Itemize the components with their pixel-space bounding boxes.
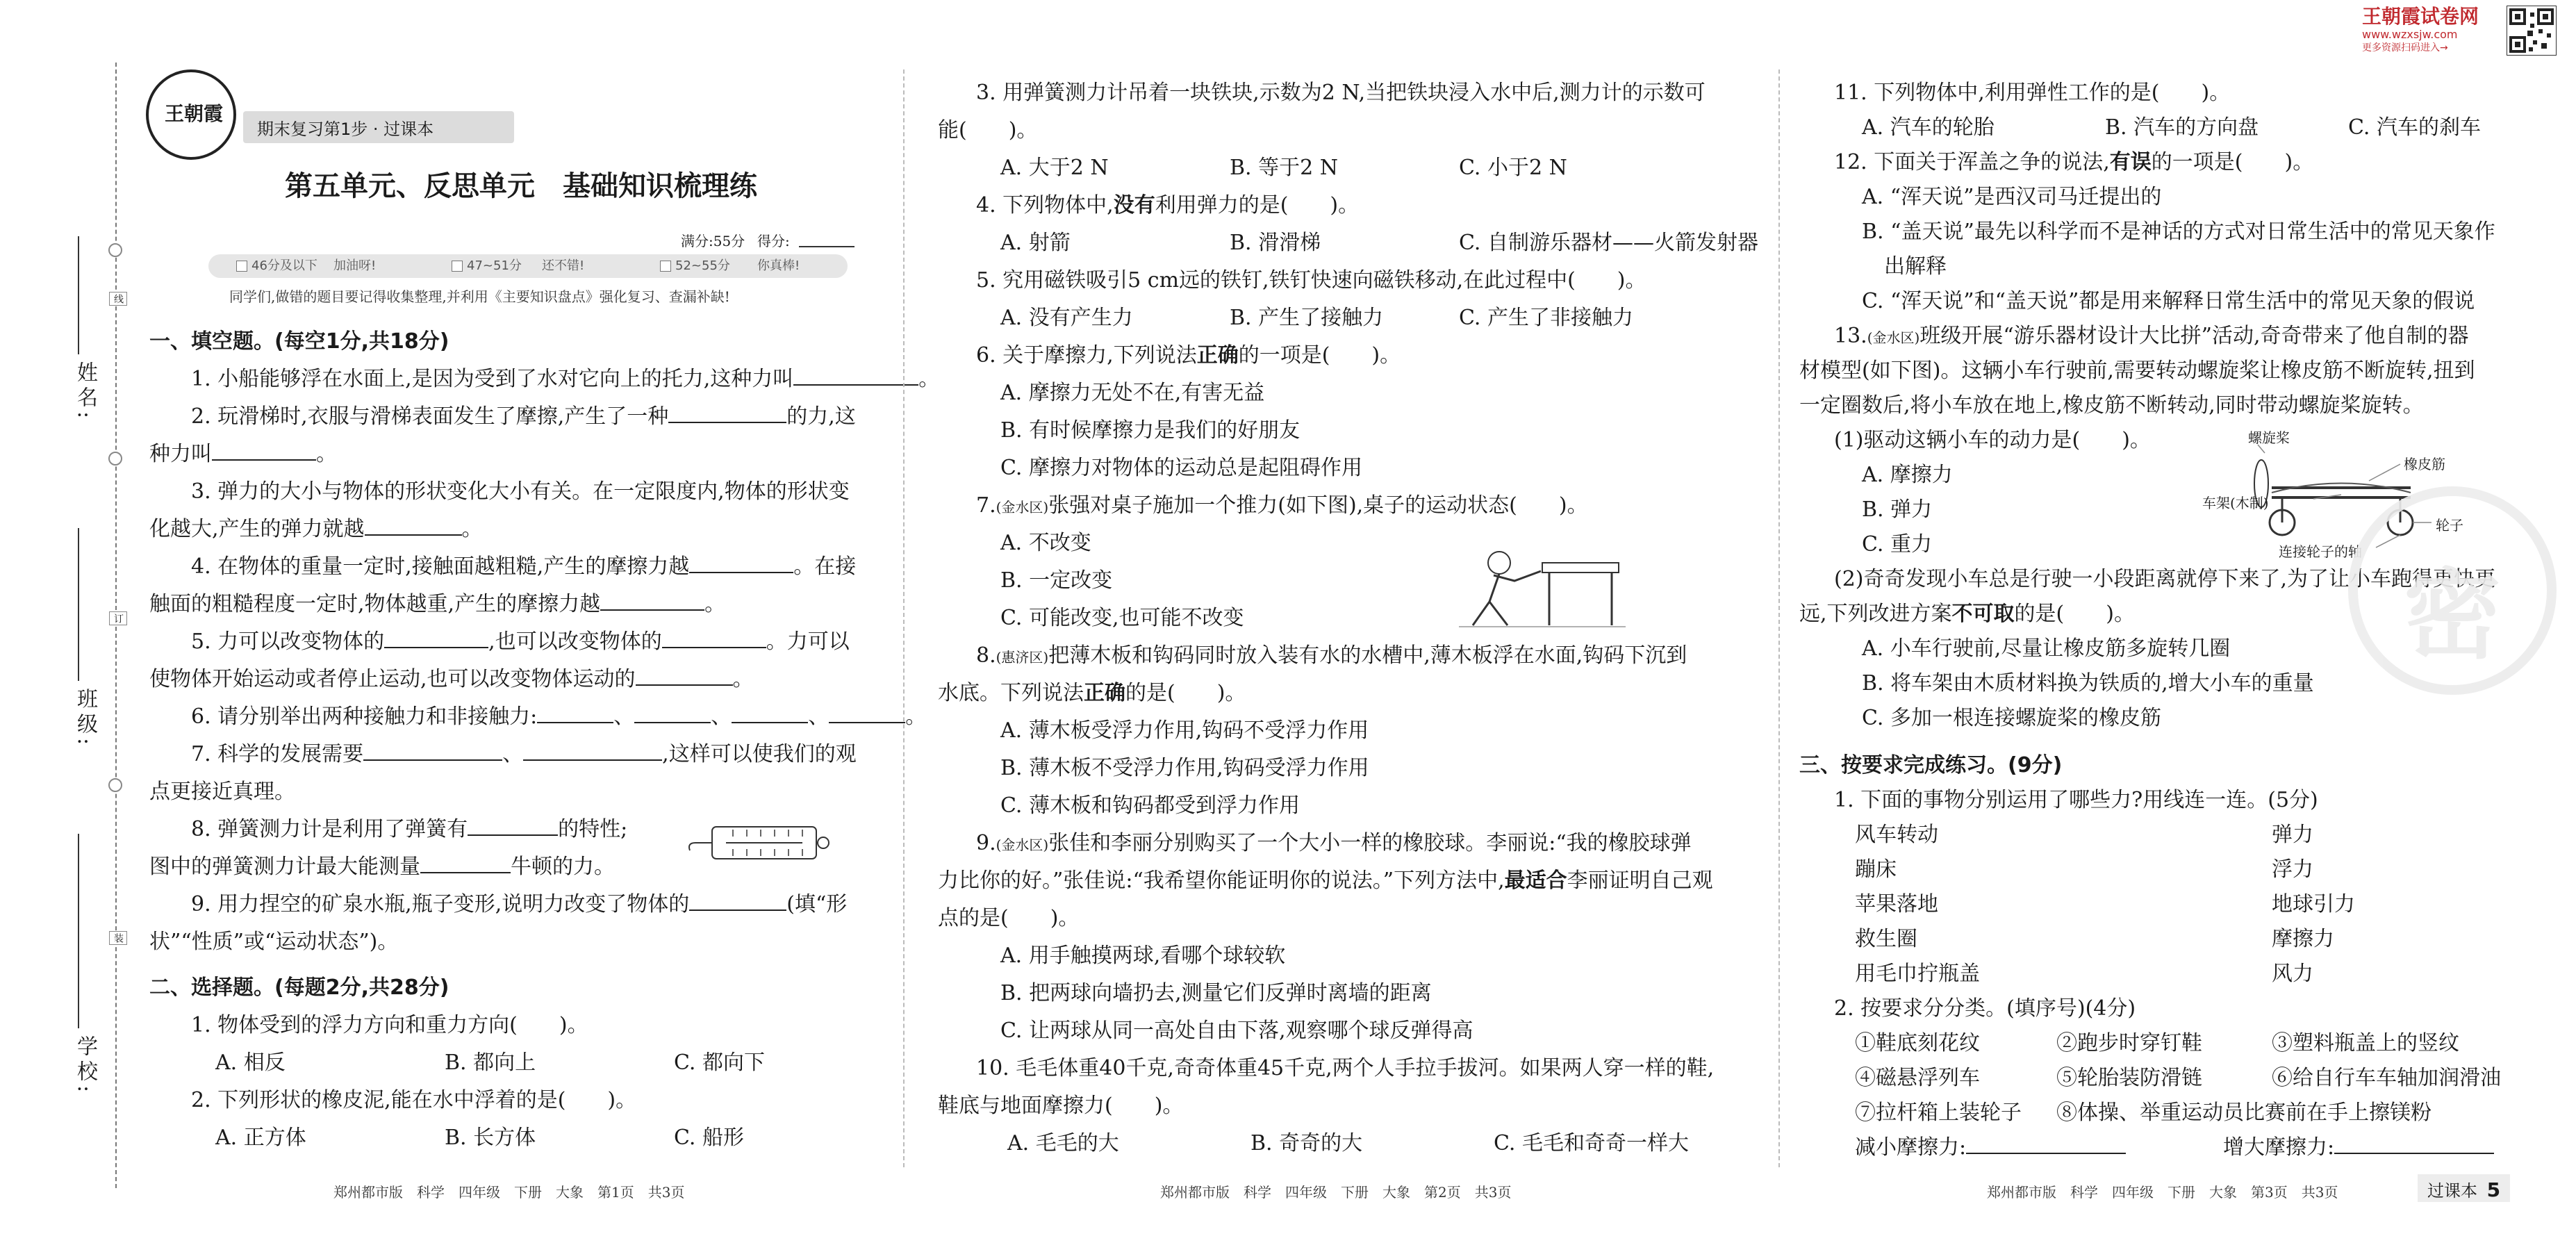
option[interactable]: B. 奇奇的大 [1250, 1131, 1363, 1155]
car-label-rubber-band: 橡皮筋 [2404, 456, 2445, 472]
classify-item: ①鞋底刻花纹 [1855, 1031, 1980, 1055]
match-right-item[interactable]: 地球引力 [2272, 892, 2355, 916]
score-blank[interactable] [799, 246, 854, 247]
option[interactable]: B. 把两球向墙扔去,测量它们反弹时离墙的距离 [1000, 981, 1432, 1005]
option[interactable]: C. 毛毛和奇奇一样大 [1494, 1131, 1689, 1155]
page-title: 第五单元、反思单元 基础知识梳理练 [285, 170, 757, 202]
option[interactable]: A. 大于2 N [1000, 156, 1109, 180]
option[interactable]: B. “盖天说”最先以科学而不是神话的方式对日常生活中的常见天象作 [1862, 220, 2495, 244]
option[interactable]: B. 都向上 [445, 1051, 536, 1075]
option[interactable]: B. 产生了接触力 [1230, 306, 1384, 330]
answer-blank[interactable] [420, 853, 511, 873]
option[interactable]: A. 摩擦力 [1862, 463, 1953, 487]
match-right-item[interactable]: 摩擦力 [2272, 927, 2334, 951]
option[interactable]: C. 产生了非接触力 [1459, 306, 1633, 330]
option[interactable]: C. 多加一根连接螺旋桨的橡皮筋 [1862, 706, 2161, 730]
match-left-item[interactable]: 蹦床 [1855, 857, 1897, 882]
reduce-friction-row: 减小摩擦力: [1855, 1133, 2126, 1163]
car-label-frame: 车架(木制) [2202, 495, 2269, 511]
school-label: 学校: [73, 1035, 97, 1097]
answer-blank[interactable] [668, 402, 786, 423]
option[interactable]: C. 重力 [1862, 532, 1932, 557]
q3-cont: 化越大,产生的弹力就越 。 [149, 514, 483, 545]
choice-q13: 13.(金水区)班级开展“游乐器材设计大比拼”活动,奇奇带来了他自制的器 [1834, 324, 2469, 348]
q7: 7. 科学的发展需要 、 ,这样可以使我们的观 [191, 739, 857, 770]
option[interactable]: C. 摩擦力对物体的运动总是起阻碍作用 [1000, 456, 1362, 480]
q2: 2. 玩滑梯时,衣服与滑梯表面发生了摩擦,产生了一种 的力,这 [191, 402, 856, 432]
match-right-item[interactable]: 弹力 [2272, 823, 2313, 847]
option[interactable]: C. 小于2 N [1459, 156, 1567, 180]
option[interactable]: B. 将车架由木质材料换为铁质的,增大小车的重量 [1862, 671, 2314, 695]
logo-badge [146, 69, 236, 160]
answer-blank[interactable] [2334, 1133, 2494, 1154]
match-left-item[interactable]: 苹果落地 [1855, 892, 1938, 916]
answer-blank[interactable] [600, 590, 704, 611]
option[interactable]: A. 相反 [215, 1051, 286, 1075]
classify-item: ⑤轮胎装防滑链 [2056, 1066, 2202, 1090]
section-1-title: 一、填空题。(每空1分,共18分) [149, 329, 449, 354]
q4-cont: 触面的粗糙程度一定时,物体越重,产生的摩擦力越 。 [149, 589, 725, 620]
choice-q5: 5. 究用磁铁吸引5 cm远的铁钉,铁钉快速向磁铁移动,在此过程中( )。 [976, 268, 1646, 293]
school-blank-line[interactable] [78, 834, 79, 1028]
classify-item: ④磁悬浮列车 [1855, 1066, 1980, 1090]
q9-cont: 状”“性质”或“运动状态”)。 [149, 930, 399, 954]
choice-q13-sub2: (2)奇奇发现小车总是行驶一小段距离就停下来了,为了让小车跑得更快更 [1834, 567, 2496, 591]
choice-q9: 9.(金水区)张佳和李丽分别购买了一个大小一样的橡胶球。李丽说:“我的橡胶球弹 [976, 831, 1692, 855]
car-label-wheel: 轮子 [2436, 517, 2463, 534]
binding-hole [108, 778, 122, 792]
option[interactable]: A. 用手触摸两球,看哪个球较软 [1000, 944, 1286, 968]
watermark-stamp [2348, 486, 2557, 695]
answer-blank[interactable] [1966, 1133, 2126, 1154]
choice-q8: 8.(惠济区)把薄木板和钩码同时放入装有水的水槽中,薄木板浮在水面,钩码下沉到 [976, 643, 1687, 668]
option[interactable]: A. 汽车的轮胎 [1862, 115, 1995, 140]
option[interactable]: C. “浑天说”和“盖天说”都是用来解释日常生活中的常见天象的假说 [1862, 289, 2475, 313]
binding-mark: 装 [109, 931, 127, 945]
score-tier-2-msg: 还不错! [542, 258, 585, 273]
classify-item: ②跑步时穿钉鞋 [2056, 1031, 2202, 1055]
classify-item: ⑥给自行车车轴加润滑油 [2272, 1066, 2501, 1090]
answer-blank[interactable] [689, 552, 793, 573]
option[interactable]: C. 自制游乐器材——火箭发射器 [1459, 231, 1758, 255]
score-tier-3: 52~55分 [675, 258, 730, 273]
page-footer: 郑州都市版 科学 四年级 下册 大象 第3页 共3页 [1987, 1184, 2338, 1201]
score-tier-2: 47~51分 [467, 258, 522, 273]
binding-line [115, 63, 117, 1188]
answer-blank[interactable] [634, 702, 711, 723]
answer-blank[interactable] [523, 740, 662, 761]
choice-q12: 12. 下面关于浑盖之争的说法,有误的一项是( )。 [1834, 150, 2314, 174]
push-table-figure [1459, 535, 1626, 632]
site-name: 王朝霞试卷网 [2362, 5, 2479, 28]
option[interactable]: C. 让两球从同一高处自由下落,观察哪个球反弹得高 [1000, 1019, 1473, 1043]
answer-blank[interactable] [732, 702, 808, 723]
site-brand[interactable] [2362, 6, 2501, 54]
column-divider [1778, 69, 1780, 1167]
step-banner [243, 111, 514, 143]
choice-q2: 2. 下列形状的橡皮泥,能在水中浮着的是( )。 [191, 1088, 637, 1112]
option[interactable]: B. 滑滑梯 [1230, 231, 1321, 255]
option[interactable]: C. 汽车的刹车 [2348, 115, 2481, 140]
binding-mark: 线 [109, 292, 127, 306]
choice-q11: 11. 下列物体中,利用弹性工作的是( )。 [1834, 81, 2231, 105]
option[interactable]: A. 不改变 [1000, 531, 1091, 555]
choice-q6: 6. 关于摩擦力,下列说法正确的一项是( )。 [976, 343, 1401, 368]
site-url: www.wzxsjw.com [2362, 28, 2458, 41]
choice-q13-sub2-cont: 远,下列改进方案不可取的是( )。 [1799, 602, 2135, 626]
answer-blank[interactable] [793, 365, 918, 386]
choice-q3-cont: 能( )。 [938, 118, 1038, 142]
option[interactable]: B. 薄木板不受浮力作用,钩码受浮力作用 [1000, 756, 1369, 780]
score-label: 得分: [757, 233, 790, 249]
q8: 8. 弹簧测力计是利用了弹簧有 的特性; [191, 814, 627, 845]
option[interactable]: A. 毛毛的大 [1007, 1131, 1119, 1155]
option[interactable]: A. 没有产生力 [1000, 306, 1133, 330]
logo-text: 王朝霞 [164, 102, 223, 125]
site-slogan: 更多资源扫码进入→ [2362, 42, 2448, 53]
match-right-item[interactable]: 风力 [2272, 962, 2313, 986]
choice-q7: 7.(金水区)张强对桌子施加一个推力(如下图),桌子的运动状态( )。 [976, 493, 1588, 518]
answer-blank[interactable] [384, 627, 488, 648]
section-3-title: 三、按要求完成练习。(9分) [1799, 753, 2063, 777]
choice-q9-cont2: 点的是( )。 [938, 906, 1080, 930]
answer-blank[interactable] [212, 440, 316, 461]
option[interactable]: A. 正方体 [215, 1126, 306, 1150]
q6: 6. 请分别举出两种接触力和非接触力: 、 、 、 。 [191, 702, 926, 732]
class-label: 班级: [73, 688, 97, 750]
choice-q13-sub1: (1)驱动这辆小车的动力是( )。 [1834, 428, 2151, 452]
answer-blank[interactable] [829, 702, 905, 723]
option[interactable]: C. 船形 [674, 1126, 744, 1150]
stamp-text: 密 [2403, 559, 2501, 673]
match-left-item[interactable]: 救生圈 [1855, 927, 1917, 951]
choice-q10: 10. 毛毛体重40千克,奇奇体重45千克,两个人手拉手拔河。如果两人穿一样的鞋, [976, 1056, 1715, 1080]
choice-q8-cont: 水底。下列说法正确的是( )。 [938, 681, 1246, 705]
binding-hole [108, 452, 122, 466]
practice-q1: 1. 下面的事物分别运用了哪些力?用线连一连。(5分) [1834, 788, 2318, 812]
classify-item: ⑧体操、举重运动员比赛前在手上擦镁粉 [2056, 1101, 2431, 1125]
section-2-title: 二、选择题。(每题2分,共28分) [149, 976, 449, 1000]
car-label-propeller: 螺旋桨 [2248, 429, 2290, 446]
answer-blank[interactable] [363, 740, 502, 761]
binding-mark: 订 [109, 611, 127, 625]
increase-friction-row: 增大摩擦力: [2223, 1133, 2494, 1163]
option[interactable]: B. 等于2 N [1230, 156, 1338, 180]
corner-tab [2418, 1174, 2510, 1202]
match-left-item[interactable]: 用毛巾拧瓶盖 [1855, 962, 1980, 986]
score-tier-bar [208, 254, 848, 278]
match-right-item[interactable]: 浮力 [2272, 857, 2313, 882]
option[interactable]: A. 射箭 [1000, 231, 1071, 255]
choice-q13-cont: 材模型(如下图)。这辆小车行驶前,需要转动螺旋桨让橡皮筋不断旋转,扭到 [1799, 359, 2475, 383]
choice-q10-cont: 鞋底与地面摩擦力( )。 [938, 1094, 1184, 1118]
choice-q1: 1. 物体受到的浮力方向和重力方向( )。 [191, 1013, 588, 1037]
answer-blank[interactable] [662, 627, 766, 648]
classify-item: ⑦拉杆箱上装轮子 [1855, 1101, 2022, 1125]
option[interactable]: C. 都向下 [674, 1051, 765, 1075]
practice-q2: 2. 按要求分分类。(填序号)(4分) [1834, 996, 2136, 1021]
choice-q4: 4. 下列物体中,没有利用弹力的是( )。 [976, 193, 1360, 217]
q1: 1. 小船能够浮在水面上,是因为受到了水对它向上的托力,这种力叫 。 [191, 364, 939, 395]
option[interactable]: A. “浑天说”是西汉司马迁提出的 [1862, 185, 2162, 209]
step-banner-text: 期末复习第1步 · 过课本 [257, 120, 434, 139]
q5: 5. 力可以改变物体的 ,也可以改变物体的 。力可以 [191, 627, 850, 657]
q8-cont: 图中的弹簧测力计最大能测量 牛顿的力。 [149, 852, 615, 882]
answer-blank[interactable] [365, 515, 462, 536]
option[interactable]: A. 薄木板受浮力作用,钩码不受浮力作用 [1000, 718, 1369, 743]
q9: 9. 用力捏空的矿泉水瓶,瓶子变形,说明力改变了物体的 (填“形 [191, 889, 847, 920]
car-label-axle: 连接轮子的轴 [2279, 543, 2362, 560]
choice-q9-cont: 力比你的好。”张佳说:“我希望你能证明你的说法。”下列方法中,最适合李丽证明自己观 [938, 869, 1713, 893]
option[interactable]: B. 一定改变 [1000, 568, 1113, 593]
answer-blank[interactable] [537, 702, 613, 723]
answer-blank[interactable] [689, 890, 786, 911]
match-left-item[interactable]: 风车转动 [1855, 823, 1938, 847]
option[interactable]: A. 小车行驶前,尽量让橡皮筋多旋转几圈 [1862, 636, 2231, 661]
option-cont: 出解释 [1884, 254, 1947, 279]
q2-cont: 种力叫 。 [149, 439, 337, 470]
answer-blank[interactable] [636, 665, 733, 686]
option[interactable]: A. 摩擦力无处不在,有害无益 [1000, 381, 1265, 405]
answer-blank[interactable] [468, 815, 558, 836]
option[interactable]: B. 汽车的方向盘 [2105, 115, 2259, 140]
option[interactable]: B. 有时候摩擦力是我们的好朋友 [1000, 418, 1301, 443]
corner-number: 5 [2486, 1178, 2501, 1201]
corner-label: 过课本 [2427, 1181, 2477, 1201]
q4: 4. 在物体的重量一定时,接触面越粗糙,产生的摩擦力越 。在接 [191, 552, 856, 582]
option[interactable]: B. 弹力 [1862, 497, 1933, 522]
spring-scale-figure [684, 820, 837, 866]
page-footer: 郑州都市版 科学 四年级 下册 大象 第1页 共3页 [333, 1184, 685, 1201]
page-footer: 郑州都市版 科学 四年级 下册 大象 第2页 共3页 [1160, 1184, 1512, 1201]
choice-q13-cont2: 一定圈数后,将小车放在地上,橡皮筋不断转动,同时带动螺旋桨旋转。 [1799, 393, 2424, 418]
classify-item: ③塑料瓶盖上的竖纹 [2272, 1031, 2459, 1055]
q3: 3. 弹力的大小与物体的形状变化大小有关。在一定限度内,物体的形状变 [191, 479, 850, 504]
choice-q3: 3. 用弹簧测力计吊着一块铁块,示数为2 N,当把铁块浸入水中后,测力计的示数可 [976, 81, 1706, 105]
score-tier-3-msg: 你真棒! [757, 258, 800, 273]
score-tier-1-msg: 加油呀! [333, 258, 377, 273]
full-score: 满分:55分 [681, 233, 745, 249]
q5-cont: 使物体开始运动或者停止运动,也可以改变物体运动的 。 [149, 664, 754, 695]
qr-code-icon[interactable] [2507, 6, 2557, 56]
option[interactable]: C. 薄木板和钩码都受到浮力作用 [1000, 793, 1300, 818]
binding-hole [108, 243, 122, 257]
name-blank-line[interactable] [78, 236, 79, 354]
class-blank-line[interactable] [78, 528, 79, 681]
q7-cont: 点更接近真理。 [149, 780, 295, 804]
column-divider [903, 69, 905, 1167]
score-tier-1: 46分及以下 [251, 258, 317, 273]
option[interactable]: B. 长方体 [445, 1126, 536, 1150]
option[interactable]: C. 可能改变,也可能不改变 [1000, 606, 1244, 630]
note: 同学们,做错的题目要记得收集整理,并利用《主要知识盘点》强化复习、查漏补缺! [229, 288, 730, 305]
name-label: 姓名: [73, 361, 97, 423]
